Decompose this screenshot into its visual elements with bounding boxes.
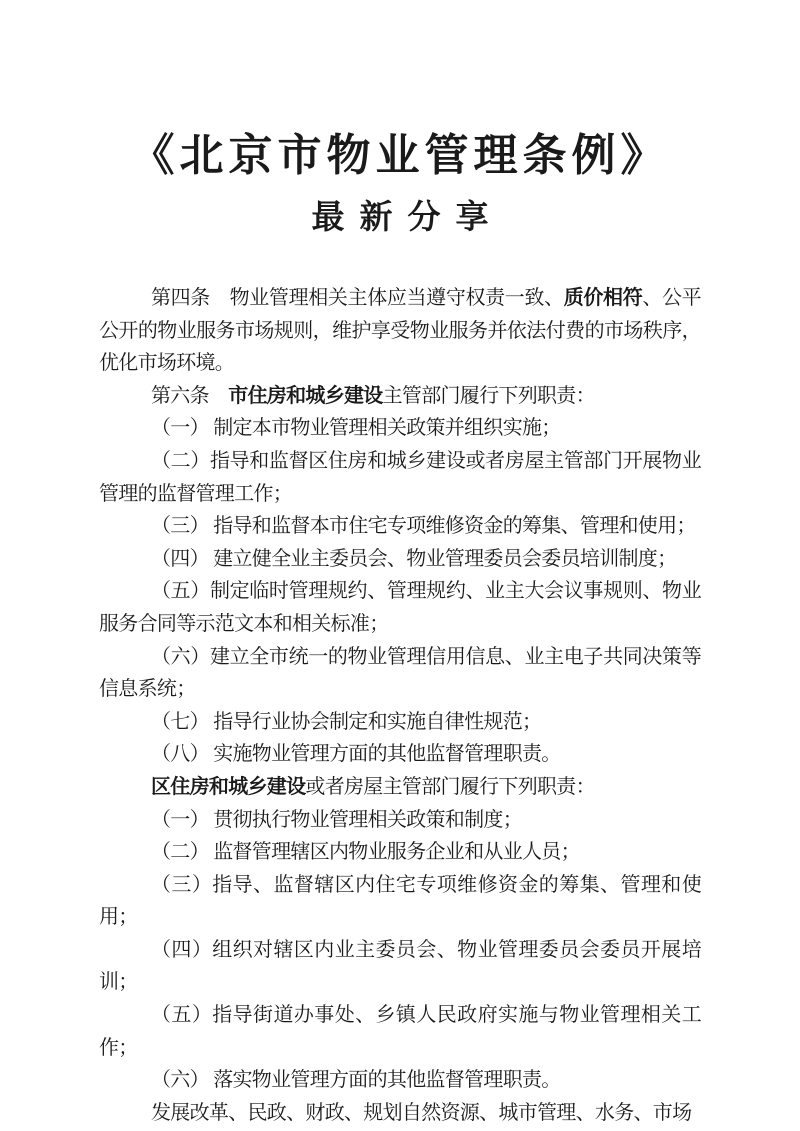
- paragraph: [99, 934, 701, 999]
- text-segment: （一） 制定本市物业管理相关政策并组织实施；: [151, 417, 561, 440]
- paragraph: [99, 738, 701, 771]
- paragraph: [99, 869, 701, 934]
- text-segment: 或者房屋主管部门履行下列职责：: [305, 775, 595, 798]
- paragraph: [99, 1064, 701, 1097]
- text-segment: （四） 建立健全业主委员会、物业管理委员会委员培训制度；: [151, 547, 677, 570]
- document-title: 《北京市物业管理条例》: [130, 131, 670, 180]
- paragraph: [99, 836, 701, 869]
- text-segment: 主管部门履行下列职责：: [382, 384, 595, 407]
- text-segment: （五）指导街道办事处、乡镇人民政府实施与物业管理相关工作；: [99, 1004, 701, 1059]
- paragraph: [99, 543, 701, 576]
- paragraph: [99, 641, 701, 706]
- text-segment: （八） 实施物业管理方面的其他监督管理职责。: [151, 743, 561, 766]
- text-segment: （二） 监督管理辖区内物业服务企业和从业人员；: [151, 841, 580, 864]
- text-segment: 第四条 物业管理相关主体应当遵守权责一致、: [151, 287, 564, 309]
- emphasized-text: 区住房和城乡建设: [151, 775, 306, 798]
- paragraph: [99, 282, 701, 380]
- text-segment: 第六条: [151, 384, 229, 407]
- paragraph: [99, 380, 701, 413]
- text-segment: 发展改革、民政、财政、规划自然资源、城市管理、水务、市场: [151, 1101, 692, 1124]
- paragraph: [99, 804, 701, 837]
- text-segment: （一） 贯彻执行物业管理相关政策和制度；: [151, 808, 522, 831]
- paragraph: [99, 412, 701, 445]
- text-segment: （三）指导、监督辖区内住宅专项维修资金的筹集、管理和使用；: [99, 873, 701, 929]
- emphasized-text: 市住房和城乡建设: [228, 384, 383, 407]
- text-segment: 、公平公开的物业服务市场规则，维护享受物业服务并依法付费的市场秩序，优化市场环境。: [99, 287, 701, 375]
- paragraph: [99, 771, 701, 804]
- paragraph: [99, 706, 701, 739]
- text-segment: （六） 落实物业管理方面的其他监督管理职责。: [151, 1069, 561, 1092]
- document-subtitle: 最新分享: [311, 200, 504, 236]
- paragraph: [99, 445, 701, 510]
- text-segment: （五）制定临时管理规约、管理规约、业主大会议事规则、物业服务合同等示范文本和相关标准；: [99, 580, 701, 635]
- text-segment: （七） 指导行业协会制定和实施自律性规范；: [151, 710, 542, 733]
- emphasized-text: 质价相符: [563, 287, 643, 309]
- paragraph: [99, 999, 701, 1064]
- paragraph: [99, 510, 701, 543]
- paragraph: [99, 1097, 701, 1130]
- text-segment: （二）指导和监督区住房和城乡建设或者房屋主管部门开展物业管理的监督管理工作；: [99, 449, 701, 505]
- document-body: [99, 282, 701, 1129]
- text-segment: （三） 指导和监督本市住宅专项维修资金的筹集、管理和使用；: [151, 515, 696, 538]
- text-segment: （六）建立全市统一的物业管理信用信息、业主电子共同决策等信息系统；: [99, 645, 701, 701]
- text-segment: （四）组织对辖区内业主委员会、物业管理委员会委员开展培训；: [99, 938, 701, 994]
- paragraph: [99, 575, 701, 640]
